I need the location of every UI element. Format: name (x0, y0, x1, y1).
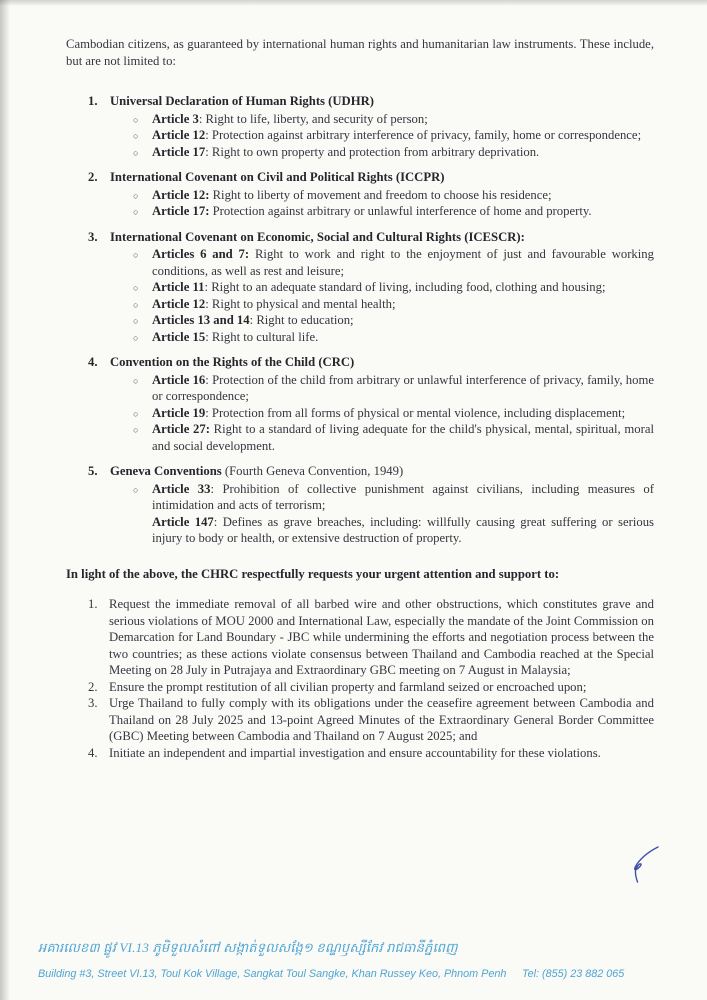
bullet-item (66, 481, 654, 514)
bullet-label: Article 3 (152, 111, 199, 126)
bullet-item (66, 144, 654, 161)
bullet-text (152, 246, 654, 279)
bullet-text (152, 312, 654, 329)
instrument-heading (66, 463, 654, 480)
bullet-marker-icon: ○ (133, 408, 139, 419)
letter-body (66, 36, 654, 761)
footer-tel: Tel: (855) 23 882 065 (522, 968, 625, 980)
instrument-title (110, 229, 654, 246)
bullet-item (66, 246, 654, 279)
bullet-marker-icon: ○ (133, 375, 139, 386)
bullet-marker-icon: ○ (133, 207, 139, 217)
instrument-number: 4. (88, 355, 98, 369)
bullet-label: Article 16 (152, 372, 206, 387)
requests-list (66, 596, 654, 761)
instruments-list (66, 93, 654, 547)
bullet-item (66, 405, 654, 422)
request-number: 2. (88, 679, 98, 694)
instrument-item (66, 229, 654, 346)
instrument-number: 5. (88, 464, 98, 478)
bullet-label: Articles 6 and 7: (152, 247, 250, 261)
instrument-bullets (66, 187, 654, 220)
footer-khmer-address: អគារលេខ៣ ផ្លូវ VI.13 ភូមិទួលសំពៅ សង្កាត់ទួលសង្កែ១ ខណ្ឌឫស្សីកែវ រាជធានីភ្នំពេញ (38, 940, 458, 955)
bullet-body: : Protection of the child from arbitrary or unlawful interference of privacy, family, home or correspondence; (152, 372, 654, 403)
instrument-heading (66, 169, 654, 186)
bullet-body: Right to work and right to the enjoyment of just and favourable working conditions, as well as rest and leisure; (152, 247, 654, 278)
bullet-text (152, 187, 654, 204)
bullet-text (152, 144, 654, 161)
bullet-marker-icon: ○ (133, 425, 139, 435)
instrument-bullets (66, 372, 654, 455)
bullet-text (152, 421, 654, 454)
bullet-item (66, 279, 654, 296)
bullet-body: Protection against arbitrary or unlawful interference of home and property. (209, 204, 592, 218)
bullet-item (66, 203, 654, 220)
footer (0, 938, 707, 1000)
instrument-title-bold: Geneva Conventions (110, 464, 222, 478)
bullet-body: Right to a standard of living adequate for the child's physical, mental, spiritual, moral and social development. (152, 422, 655, 453)
bullet-body: Right to liberty of movement and freedom to choose his residence; (209, 187, 552, 202)
bullet-item (66, 296, 654, 313)
instrument-item (66, 169, 654, 220)
bullet-body: : Right to own property and protection from arbitrary deprivation. (205, 144, 540, 159)
request-text: Urge Thailand to fully comply with its obligations under the ceasefire agreement between Cambodia and Thailand on 28 July 2025 and 13-point Agreed Minutes of the Extraordinary General Border Committee (GBC) Meeting between Cambodia and Thailand on 7 August 2025; and (109, 696, 654, 743)
bullet-text (152, 127, 654, 144)
bullet-item (66, 514, 654, 547)
instrument-item (66, 93, 654, 160)
intro-paragraph: Cambodian citizens, as guaranteed by international human rights and humanitarian law instruments. These include, but are not limited to: (66, 37, 654, 68)
instrument-item (66, 463, 654, 547)
request-number: 3. (88, 696, 98, 710)
bullet-text (152, 111, 654, 128)
bullet-body: : Right to an adequate standard of living, including food, clothing and housing; (204, 280, 606, 294)
instrument-number: 3. (88, 229, 98, 244)
bullet-marker-icon: ○ (133, 283, 139, 293)
bullet-item (66, 127, 654, 144)
instrument-number: 1. (88, 94, 98, 108)
bullet-label: Article 33 (152, 481, 211, 496)
bullet-label: Article 27: (152, 422, 210, 436)
bullet-body: : Right to physical and mental health; (205, 296, 396, 311)
blue-ink-initial-annotation (618, 843, 666, 891)
bullet-marker-icon: ○ (133, 299, 139, 310)
bullet-label: Article 19 (152, 405, 206, 420)
bullet-text (152, 279, 654, 296)
bullet-label: Article 11 (152, 280, 205, 294)
bullet-marker-icon: ○ (133, 190, 139, 201)
bullet-body: : Right to cultural life. (205, 329, 319, 344)
request-text: Initiate an independent and impartial investigation and ensure accountability for these violations. (109, 745, 601, 760)
instrument-title-rest: (Fourth Geneva Convention, 1949) (221, 464, 404, 478)
request-text: Request the immediate removal of all barbed wire and other obstructions, which constitutes grave and serious violations of MOU 2000 and International Law, especially the mandate of the Joint Commission on Demarcation for Land Boundary - JBC while undermining the efforts and negotiation process between the two countries; as these actions violate consensus between Thailand and Cambodia reached at the Special Meeting on 28 July in Putrajaya and Extraordinary GBC meeting on 7 August in Malaysia; (109, 597, 654, 677)
request-text: Ensure the prompt restitution of all civilian property and farmland seized or encroached upon; (109, 679, 587, 694)
bullet-body: : Right to education; (249, 313, 354, 327)
bullet-label: Articles 13 and 14 (152, 313, 250, 327)
bullet-text (152, 329, 654, 346)
bullet-body: : Protection from all forms of physical or mental violence, including displacement; (205, 405, 626, 420)
bullet-item (66, 372, 654, 405)
bullet-label: Article 147 (152, 514, 214, 529)
bullet-marker-icon: ○ (133, 332, 139, 343)
request-item (66, 596, 654, 679)
bullet-marker-icon: ○ (133, 484, 139, 495)
footer-address: Building #3, Street VI.13, Toul Kok Village, Sangkat Toul Sangke, Khan Russey Keo, Phnom Penh (38, 968, 507, 980)
bullet-marker-icon: ○ (133, 250, 139, 260)
instrument-title-bold: Universal Declaration of Human Rights (UDHR) (110, 94, 374, 108)
bullet-text (152, 405, 654, 422)
bullet-body: : Right to life, liberty, and security of person; (198, 111, 428, 126)
requests-heading: In light of the above, the CHRC respectfully requests your urgent attention and support to: (66, 566, 560, 581)
request-item (66, 695, 654, 745)
instrument-heading (66, 354, 654, 371)
instrument-heading (66, 229, 654, 246)
instrument-bullets (66, 111, 654, 161)
bullet-text (152, 296, 654, 313)
instrument-number: 2. (88, 170, 98, 184)
bullet-text (152, 514, 654, 547)
bullet-marker-icon (133, 515, 152, 548)
instrument-bullets (66, 481, 654, 547)
instrument-title (110, 463, 654, 480)
bullet-body: : Protection against arbitrary interference of privacy, family, home or correspondence; (205, 128, 642, 142)
instrument-title-bold: Convention on the Rights of the Child (CRC) (110, 355, 355, 369)
bullet-label: Article 17 (152, 144, 206, 159)
instrument-heading (66, 93, 654, 110)
bullet-label: Article 17: (152, 204, 210, 218)
bullet-item (66, 187, 654, 204)
bullet-text (152, 372, 654, 405)
request-number: 4. (88, 745, 98, 760)
bullet-text (152, 481, 654, 514)
instrument-title-bold: International Covenant on Economic, Social and Cultural Rights (ICESCR): (110, 229, 525, 244)
bullet-marker-icon: ○ (133, 316, 139, 326)
instrument-title (110, 354, 654, 371)
bullet-label: Article 12 (152, 128, 206, 142)
bullet-marker-icon: ○ (133, 114, 139, 125)
bullet-marker-icon: ○ (133, 131, 139, 141)
bullet-item (66, 421, 654, 454)
bullet-item (66, 111, 654, 128)
bullet-item (66, 312, 654, 329)
request-number: 1. (88, 597, 98, 611)
bullet-label: Article 15 (152, 329, 206, 344)
request-item (66, 679, 654, 696)
bullet-text (152, 203, 654, 220)
instrument-title (110, 93, 654, 110)
bullet-label: Article 12: (152, 187, 210, 202)
bullet-label: Article 12 (152, 296, 206, 311)
instrument-title (110, 169, 654, 186)
request-item (66, 745, 654, 762)
bullet-body: : Prohibition of collective punishment against civilians, including measures of intimidation and acts of terrorism; (152, 481, 654, 512)
instrument-item (66, 354, 654, 454)
bullet-item (66, 329, 654, 346)
bullet-marker-icon: ○ (133, 147, 139, 158)
instrument-title-bold: International Covenant on Civil and Political Rights (ICCPR) (110, 170, 445, 184)
bullet-body: : Defines as grave breaches, including: willfully causing great suffering or serious injury to body or health, or extensive destruction of property. (152, 514, 654, 545)
instrument-bullets (66, 246, 654, 345)
